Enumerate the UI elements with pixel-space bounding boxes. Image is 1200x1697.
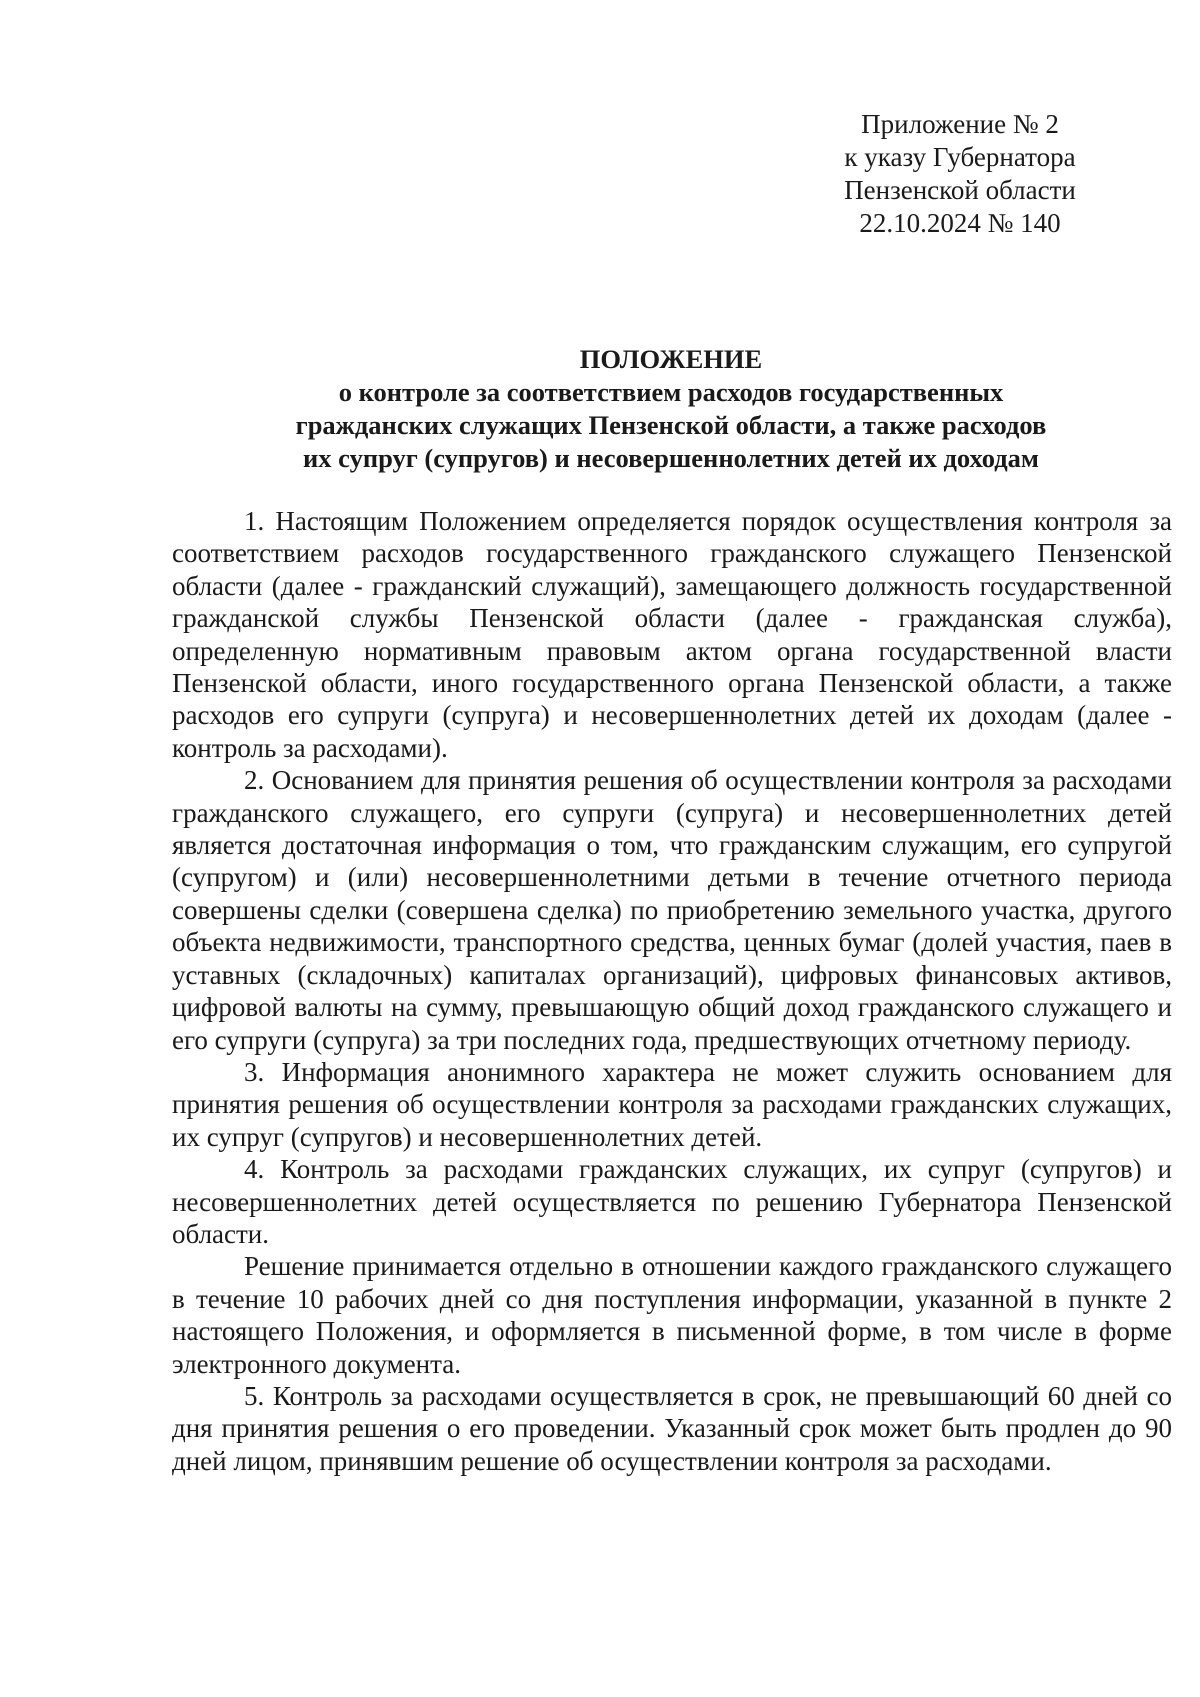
paragraph-2: 2. Основанием для принятия решения об осуществлении контроля за расходами гражданского служащего, его супруги (супруга) и несовершеннолетних детей является достаточная информация о том, что гражданским служащим, его супругой (супругом) и (или) несовершеннолетними детьми в течение отчетного периода совершены сделки (совершена сделка) по приобретению земельного участка, другого объекта недвижимости, транспортного средства, ценных бумаг (долей участия, паев в уставных (складочных) капиталах организаций), цифровых финансовых активов, цифровой валюты на сумму, превышающую общий доход гражданского служащего и его супруги (супруга) за три последних года, предшествующих отчетному периоду. bbox=[172, 765, 1172, 1055]
appendix-number: Приложение № 2 bbox=[861, 109, 1059, 139]
paragraph-1: 1. Настоящим Положением определяется порядок осуществления контроля за соответствием расходов государственного гражданского служащего Пензенской области (далее - гражданский служащий), замещающего должность государственной гражданской службы Пензенской области (далее - гражданская служба), определенную нормативным правовым актом органа государственной власти Пензенской области, иного государственного органа Пензенской области, а также расходов его супруги (супруга) и несовершеннолетних детей их доходам (далее - контроль за расходами). bbox=[172, 506, 1172, 763]
paragraph-3: 3. Информация анонимного характера не может служить основанием для принятия решения об осуществлении контроля за расходами гражданских служащих, их супруг (супругов) и несовершеннолетних детей. bbox=[172, 1056, 1172, 1152]
paragraph-5: 5. Контроль за расходами осуществляется в срок, не превышающий 60 дней со дня принятия решения о его проведении. Указанный срок может быть продлен до 90 дней лицом, принявшим решение об осуществлении контроля за расходами. bbox=[172, 1380, 1172, 1476]
appendix-reference: к указу Губернатора bbox=[844, 142, 1076, 172]
title-line-2: гражданских служащих Пензенской области, а также расходов bbox=[295, 410, 1047, 440]
appendix-region: Пензенской области bbox=[844, 175, 1076, 205]
title-line-3: их супруг (супругов) и несовершеннолетних детей их доходам bbox=[303, 443, 1039, 473]
document-body bbox=[172, 505, 1172, 1477]
appendix-date-number: 22.10.2024 № 140 bbox=[859, 208, 1061, 238]
document-title bbox=[170, 343, 1172, 475]
title-heading: ПОЛОЖЕНИЕ bbox=[579, 344, 763, 374]
paragraph-4: 4. Контроль за расходами гражданских служащих, их супруг (супругов) и несовершеннолетних детей осуществляется по решению Губернатора Пензенской области. bbox=[172, 1154, 1172, 1249]
title-line-1: о контроле за соответствием расходов государственных bbox=[338, 377, 1004, 407]
appendix-header bbox=[800, 108, 1120, 240]
paragraph-4-decision: Решение принимается отдельно в отношении каждого гражданского служащего в течение 10 рабочих дней со дня поступления информации, указанной в пункте 2 настоящего Положения, и оформляется в письменной форме, в том числе в форме электронного документа. bbox=[172, 1251, 1172, 1379]
